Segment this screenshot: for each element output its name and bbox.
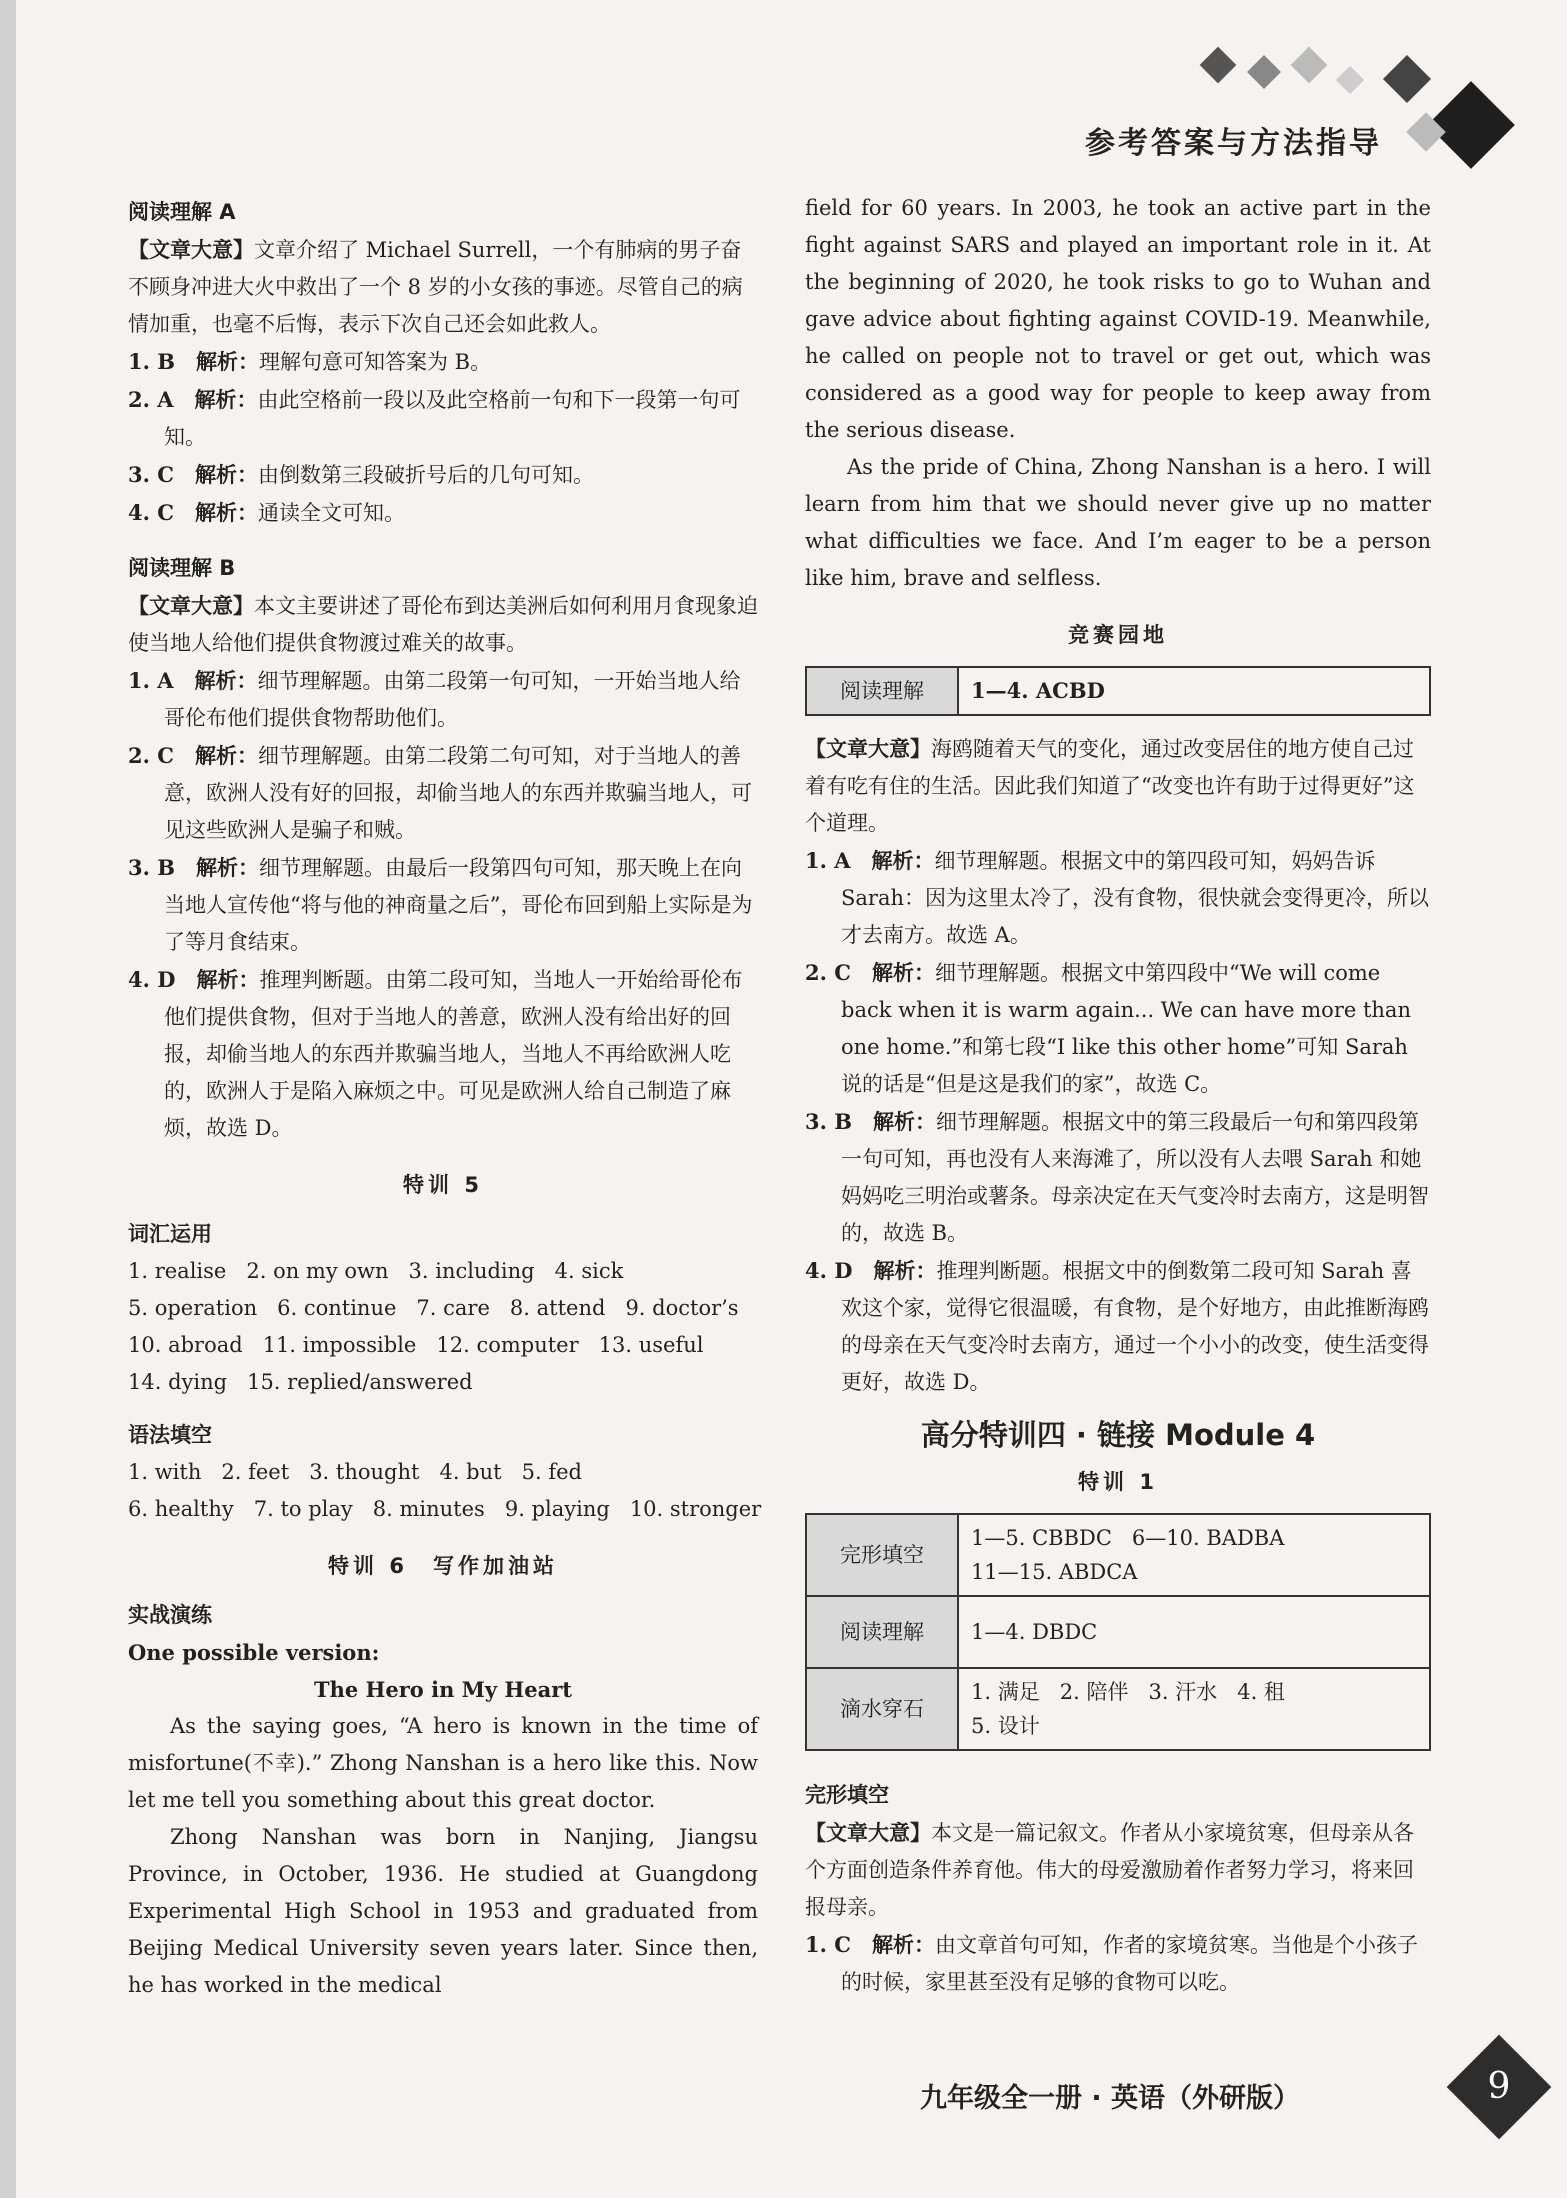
analysis-label: 解析： — [194, 462, 258, 487]
answer-item — [128, 849, 758, 961]
answer-list — [805, 842, 1431, 1401]
summary-text: 本文是一篇记叙文。作者从小家境贫寒，但母亲从各个方面创造条件养育他。伟大的母爱激励着作者努力学习，将来回报母亲。 — [805, 1821, 1414, 1919]
analysis-label: 解析： — [194, 668, 258, 693]
analysis-label: 解析： — [196, 967, 260, 992]
analysis-label: 解析： — [871, 848, 935, 873]
table-value: 1—4. ACBD — [958, 667, 1430, 715]
answer-number: 3. B — [128, 855, 175, 880]
diamond-icon — [1336, 66, 1364, 94]
analysis-text: 细节理解题。根据文中第四段中“We will come back when it is warm again... We can have more than one home.”和第七段“I like this other home”可知 Sarah 说的话是“但是这是我们的家”，故选 C。 — [841, 961, 1411, 1096]
diamond-icon — [1200, 47, 1237, 84]
answer-number: 2. C — [128, 743, 174, 768]
answer-list — [128, 662, 758, 1147]
answer-number: 2. A — [128, 387, 174, 412]
summary-text: 海鸥随着天气的变化，通过改变居住的地方使自己过着有吃有住的生活。因此我们知道了“改变也许有助于过得更好”这个道理。 — [805, 737, 1415, 835]
analysis-text: 理解句意可知答案为 B。 — [258, 350, 492, 374]
answer-item — [805, 1926, 1431, 2001]
table-label: 阅读理解 — [806, 1596, 958, 1668]
summary-tag: 【文章大意】 — [128, 237, 254, 262]
analysis-label: 解析： — [195, 855, 259, 880]
summary — [805, 1814, 1431, 1926]
table-value — [958, 1668, 1430, 1750]
analysis-text: 由此空格前一段以及此空格前一句和下一段第一句可知。 — [164, 388, 741, 449]
section-title: 阅读理解 A — [128, 200, 236, 224]
page-edge-shadow — [0, 0, 16, 2198]
answer-number: 4. C — [128, 500, 174, 525]
analysis-label: 解析： — [195, 349, 259, 374]
answer-line: 14. dying 15. replied/answered — [128, 1370, 473, 1394]
answer-line: 1. with 2. feet 3. thought 4. but 5. fed — [128, 1460, 582, 1484]
answer-item — [805, 842, 1431, 954]
diamond-icon — [1383, 55, 1431, 103]
analysis-text: 细节理解题。根据文中的第三段最后一句和第四段第一句可知，再也没有人来海滩了，所以没有人去喂 Sarah 和她妈妈吃三明治或薯条。母亲决定在天气变冷时去南方，这是明智的，故选 B。 — [841, 1110, 1429, 1245]
answer-item — [128, 961, 758, 1147]
answer-line: 6. healthy 7. to play 8. minutes 9. playing 10. stronger — [128, 1497, 762, 1521]
answer-item — [128, 737, 758, 849]
answer-number: 3. B — [805, 1109, 852, 1134]
essay-paragraph: Zhong Nanshan was born in Nanjing, Jiangsu Province, in October, 1936. He studied at Guangdong Experimental High School in 1953 and graduated from Beijing Medical University seven years later. Since then, he has worked in the medical — [128, 1825, 758, 1997]
analysis-text: 由文章首句可知，作者的家境贫寒。当他是个小孩子的时候，家里甚至没有足够的食物可以吃。 — [841, 1933, 1418, 1994]
table-value — [958, 1596, 1430, 1668]
table-label: 完形填空 — [806, 1514, 958, 1596]
table-row — [806, 667, 1430, 715]
table-value-line: 1—4. DBDC — [971, 1620, 1098, 1644]
essay-title: The Hero in My Heart — [313, 1677, 573, 1702]
analysis-label: 解析： — [194, 743, 258, 768]
summary-text: 本文主要讲述了哥伦布到达美洲后如何利用月食现象迫使当地人给他们提供食物渡过难关的故事。 — [128, 594, 758, 655]
analysis-label: 解析： — [194, 387, 258, 412]
header-title: 参考答案与方法指导 — [1085, 126, 1382, 161]
table-value-line: 1—5. CBBDC 6—10. BADBA — [971, 1526, 1285, 1550]
table-value-line: 5. 设计 — [971, 1714, 1040, 1738]
subsection-title: 特训 5 — [403, 1173, 483, 1197]
analysis-label: 解析： — [871, 1932, 935, 1957]
vocab-answers — [128, 1253, 758, 1401]
answer-list — [805, 1926, 1431, 2001]
answer-item — [128, 343, 758, 381]
summary — [128, 231, 758, 343]
answer-number: 2. C — [805, 960, 851, 985]
section-title: 语法填空 — [128, 1423, 212, 1447]
section-title: 实战演练 — [128, 1603, 212, 1627]
summary — [805, 730, 1431, 842]
answer-line: 1. realise 2. on my own 3. including 4. sick — [128, 1259, 624, 1283]
essay-paragraph: As the pride of China, Zhong Nanshan is a hero. I will learn from him that we should never give up no matter what difficulties we face. And I’m eager to be a person like him, brave and selfless. — [805, 455, 1431, 590]
diamond-icon — [1427, 81, 1515, 169]
summary — [128, 587, 758, 662]
analysis-text: 由倒数第三段破折号后的几句可知。 — [257, 463, 594, 487]
answer-line: 10. abroad 11. impossible 12. computer 13. useful — [128, 1333, 704, 1357]
analysis-text: 推理判断题。由第二段可知，当地人一开始给哥伦布他们提供食物，但对于当地人的善意，欧洲人没有给出好的回报，却偷当地人的东西并欺骗当地人，当地人不再给欧洲人吃的，欧洲人于是陷入麻烦之中。可见是欧洲人给自己制造了麻烦，故选 D。 — [164, 968, 743, 1140]
table-value — [958, 1514, 1430, 1596]
analysis-label: 解析： — [872, 1109, 936, 1134]
answer-number: 4. D — [805, 1258, 853, 1283]
analysis-text: 细节理解题。由第二段第一句可知，一开始当地人给哥伦布他们提供食物帮助他们。 — [164, 669, 741, 730]
contest-answer-table — [805, 666, 1431, 716]
section-title: 完形填空 — [805, 1783, 889, 1807]
table-row — [806, 1596, 1430, 1668]
grammar-answers — [128, 1454, 762, 1528]
summary-tag: 【文章大意】 — [805, 1820, 931, 1845]
analysis-text: 细节理解题。由最后一段第四句可知，那天晚上在向当地人宣传他“将与他的神商量之后”，哥伦布回到船上实际是为了等月食结束。 — [164, 856, 753, 954]
footer-book-title: 九年级全一册 · 英语（外研版） — [920, 2083, 1301, 2114]
table-label: 阅读理解 — [806, 667, 958, 715]
answer-item — [805, 954, 1431, 1103]
answer-list — [128, 343, 758, 532]
answer-number: 1. A — [805, 848, 851, 873]
table-value-line: 1. 满足 2. 陪伴 3. 汗水 4. 租 — [971, 1680, 1285, 1704]
summary-tag: 【文章大意】 — [128, 593, 254, 618]
answer-number: 1. C — [805, 1932, 851, 1957]
answer-item — [805, 1252, 1431, 1401]
table-value-line: 11—15. ABDCA — [971, 1560, 1138, 1584]
table-row — [806, 1668, 1430, 1750]
subsection-title: 特训 1 — [1078, 1470, 1158, 1494]
analysis-label: 解析： — [873, 1258, 937, 1283]
answer-item — [128, 381, 758, 456]
table-row — [806, 1514, 1430, 1596]
answer-number: 1. A — [128, 668, 174, 693]
analysis-text: 推理判断题。根据文中的倒数第二段可知 Sarah 喜欢这个家，觉得它很温暖，有食物，是个好地方，由此推断海鸥的母亲在天气变冷时去南方，通过一个小小的改变，使生活变得更好，故选 D。 — [841, 1259, 1429, 1394]
answer-number: 3. C — [128, 462, 174, 487]
diamond-icon — [1247, 55, 1281, 89]
diamond-icon — [1291, 47, 1328, 84]
module-answer-table — [805, 1513, 1431, 1751]
analysis-label: 解析： — [194, 500, 258, 525]
analysis-text: 细节理解题。由第二段第二句可知，对于当地人的善意，欧洲人没有好的回报，却偷当地人的东西并欺骗当地人，可见这些欧洲人是骗子和贼。 — [164, 744, 752, 842]
right-column — [805, 190, 1431, 2001]
version-label: One possible version: — [128, 1640, 380, 1665]
answer-item — [805, 1103, 1431, 1252]
analysis-text: 通读全文可知。 — [257, 501, 405, 525]
subsection-title: 特训 6 写作加油站 — [328, 1554, 558, 1578]
summary-tag: 【文章大意】 — [805, 736, 931, 761]
summary-text: 文章介绍了 Michael Surrell，一个有肺病的男子奋不顾身冲进大火中救出了一个 8 岁的小女孩的事迹。尽管自己的病情加重，也毫不后悔，表示下次自己还会如此救人。 — [128, 238, 743, 336]
answer-number: 1. B — [128, 349, 175, 374]
answer-line: 5. operation 6. continue 7. care 8. attend 9. doctor’s — [128, 1296, 739, 1320]
answer-number: 4. D — [128, 967, 176, 992]
page-number: 9 — [1487, 2066, 1511, 2107]
table-label: 滴水穿石 — [806, 1668, 958, 1750]
left-column — [128, 188, 762, 2004]
answer-item — [128, 456, 758, 494]
answer-item — [128, 662, 758, 737]
analysis-label: 解析： — [871, 960, 935, 985]
module-title: 高分特训四 · 链接 Module 4 — [920, 1418, 1316, 1452]
essay-paragraph: field for 60 years. In 2003, he took an active part in the fight against SARS and played an important role in it. At the beginning of 2020, he took risks to go to Wuhan and gave advice about fighting against COVID-19. Meanwhile, he called on people not to travel or get out, which was considered as a good way for people to keep away from the serious disease. — [805, 196, 1431, 442]
section-title: 阅读理解 B — [128, 556, 236, 580]
answer-item — [128, 494, 758, 532]
subsection-title: 竞赛园地 — [1068, 623, 1168, 647]
analysis-text: 细节理解题。根据文中的第四段可知，妈妈告诉 Sarah：因为这里太冷了，没有食物，很快就会变得更冷，所以才去南方。故选 A。 — [841, 849, 1429, 947]
essay-paragraph: As the saying goes, “A hero is known in the time of misfortune(不幸).” Zhong Nanshan is a hero like this. Now let me tell you something about this great doctor. — [128, 1714, 758, 1812]
section-title: 词汇运用 — [128, 1222, 212, 1246]
